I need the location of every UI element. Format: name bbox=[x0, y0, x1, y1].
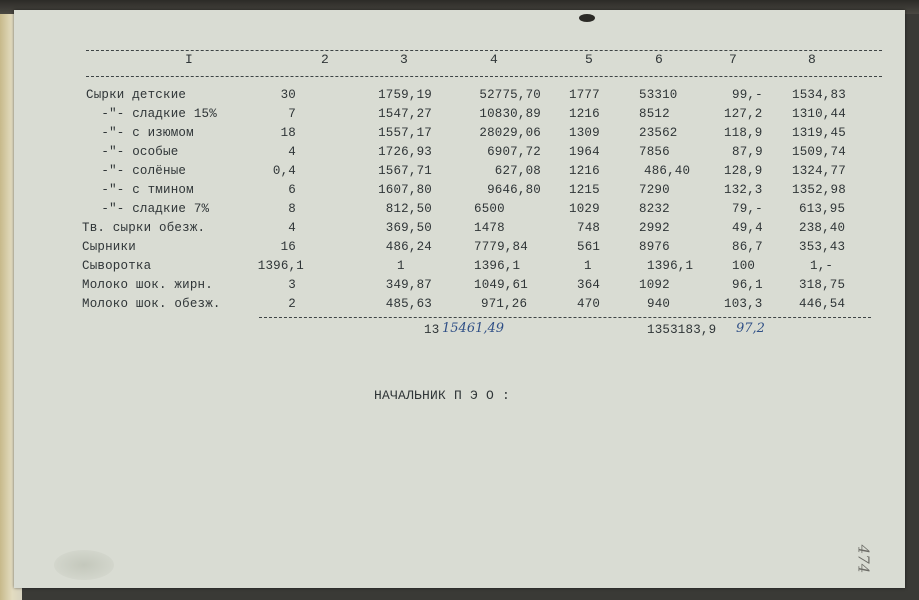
cell-col6: 7290 bbox=[639, 183, 670, 197]
cell-col8: 318,75 bbox=[799, 278, 846, 292]
row-name: Сырки детские bbox=[86, 88, 187, 102]
cell-col8: 1352,98 bbox=[792, 183, 846, 197]
document-sheet bbox=[14, 10, 905, 588]
cell-col3: 1567,71 bbox=[378, 164, 432, 178]
cell-col8: 446,54 bbox=[799, 297, 846, 311]
cell-col2: 0,4 bbox=[272, 164, 296, 178]
row-name: -"- особые bbox=[86, 145, 179, 159]
cell-col3: 486,24 bbox=[385, 240, 432, 254]
cell-col3: 1607,80 bbox=[378, 183, 432, 197]
row-name: Сыворотка bbox=[82, 259, 152, 273]
cell-col6: 1092 bbox=[639, 278, 670, 292]
cell-col4: 28029,06 bbox=[479, 126, 541, 140]
column-header-5: 5 bbox=[584, 52, 593, 67]
cell-col2: 16 bbox=[280, 240, 296, 254]
row-name: Тв. сырки обезж. bbox=[82, 221, 206, 235]
cell-col4: 971,26 bbox=[481, 297, 528, 311]
cell-col2: 8 bbox=[288, 202, 296, 216]
cell-col3: 1547,27 bbox=[378, 107, 432, 121]
margin-page-number: 474 bbox=[854, 544, 873, 574]
total-col7-handwritten: 97,2 bbox=[736, 321, 765, 336]
cell-col4: 1049,61 bbox=[474, 278, 528, 292]
cell-col7: 118,9 bbox=[724, 126, 763, 140]
cell-col2: 2 bbox=[288, 297, 296, 311]
cell-col4: 627,08 bbox=[494, 164, 541, 178]
cell-col2: 7 bbox=[288, 107, 296, 121]
cell-col6: 2992 bbox=[639, 221, 670, 235]
cell-col8: 1324,77 bbox=[792, 164, 846, 178]
cell-col3: 1 bbox=[397, 259, 405, 273]
column-header-3: 3 bbox=[399, 52, 408, 67]
cell-col6: 53310 bbox=[639, 88, 678, 102]
cell-col5: 1964 bbox=[569, 145, 600, 159]
cell-col6: 940 bbox=[647, 297, 671, 311]
column-header-8: 8 bbox=[807, 52, 816, 67]
cell-col3: 1557,17 bbox=[378, 126, 432, 140]
cell-col7: 96,1 bbox=[732, 278, 763, 292]
cell-col6: 8976 bbox=[639, 240, 670, 254]
cell-col7: 103,3 bbox=[724, 297, 763, 311]
cell-col7: 127,2 bbox=[724, 107, 763, 121]
cell-col8: 1534,83 bbox=[792, 88, 846, 102]
cell-col6: 23562 bbox=[639, 126, 678, 140]
cell-col7: 99,- bbox=[732, 88, 763, 102]
cell-col3: 812,50 bbox=[385, 202, 432, 216]
cell-col4: 6907,72 bbox=[487, 145, 541, 159]
cell-col3: 369,50 bbox=[385, 221, 432, 235]
row-name: Молоко шок. обезж. bbox=[82, 297, 221, 311]
cell-col7: 79,- bbox=[732, 202, 763, 216]
cell-col2: 30 bbox=[280, 88, 296, 102]
row-name: -"- с изюмом bbox=[86, 126, 194, 140]
cell-col5: 1215 bbox=[569, 183, 600, 197]
cell-col6: 7856 bbox=[639, 145, 670, 159]
cell-col8: 1319,45 bbox=[792, 126, 846, 140]
header-dashed-rule bbox=[86, 76, 882, 77]
cell-col4: 10830,89 bbox=[479, 107, 541, 121]
row-name: -"- сладкие 7% bbox=[86, 202, 210, 216]
cell-col8: 1,- bbox=[810, 259, 834, 273]
total-col4-handwritten: 15461,49 bbox=[442, 321, 505, 336]
paper-stain bbox=[54, 550, 114, 580]
cell-col5: 1216 bbox=[569, 164, 600, 178]
cell-col5: 1 bbox=[584, 259, 592, 273]
cell-col5: 1309 bbox=[569, 126, 600, 140]
cell-col8: 1509,74 bbox=[792, 145, 846, 159]
column-header-7: 7 bbox=[728, 52, 737, 67]
cell-col3: 485,63 bbox=[385, 297, 432, 311]
punch-hole bbox=[579, 14, 595, 22]
cell-col7: 86,7 bbox=[732, 240, 763, 254]
total-col6-typed: 1353183,9 bbox=[647, 323, 717, 337]
cell-col3: 1726,93 bbox=[378, 145, 432, 159]
cell-col7: 100 bbox=[732, 259, 756, 273]
cell-col7: 87,9 bbox=[732, 145, 763, 159]
cell-col8: 613,95 bbox=[799, 202, 846, 216]
cell-col6: 8512 bbox=[639, 107, 670, 121]
column-header-6: 6 bbox=[654, 52, 663, 67]
totals-dashed-rule bbox=[259, 317, 871, 318]
column-header-1: I bbox=[184, 52, 193, 67]
row-name: Сырники bbox=[82, 240, 136, 254]
cell-col5: 748 bbox=[577, 221, 601, 235]
column-header-4: 4 bbox=[489, 52, 498, 67]
cell-col3: 1759,19 bbox=[378, 88, 432, 102]
cell-col2: 1396,1 bbox=[257, 259, 304, 273]
total-col4-typed: 13 bbox=[424, 323, 440, 337]
cell-col6: 486,40 bbox=[644, 164, 691, 178]
cell-col2: 4 bbox=[288, 221, 296, 235]
cell-col5: 1777 bbox=[569, 88, 600, 102]
row-name: Молоко шок. жирн. bbox=[82, 278, 213, 292]
cell-col7: 49,4 bbox=[732, 221, 763, 235]
row-name: -"- солёные bbox=[86, 164, 187, 178]
cell-col2: 18 bbox=[280, 126, 296, 140]
cell-col3: 349,87 bbox=[385, 278, 432, 292]
cell-col6: 1396,1 bbox=[647, 259, 694, 273]
row-name: -"- сладкие 15% bbox=[86, 107, 217, 121]
cell-col7: 132,3 bbox=[724, 183, 763, 197]
cell-col5: 1029 bbox=[569, 202, 600, 216]
cell-col5: 470 bbox=[577, 297, 601, 311]
cell-col2: 6 bbox=[288, 183, 296, 197]
cell-col6: 8232 bbox=[639, 202, 670, 216]
cell-col4: 1478 bbox=[474, 221, 505, 235]
row-name: -"- с тмином bbox=[86, 183, 194, 197]
cell-col7: 128,9 bbox=[724, 164, 763, 178]
cell-col2: 4 bbox=[288, 145, 296, 159]
signature-label: НАЧАЛЬНИК П Э О : bbox=[374, 388, 511, 403]
cell-col5: 364 bbox=[577, 278, 601, 292]
cell-col8: 1310,44 bbox=[792, 107, 846, 121]
column-header-2: 2 bbox=[320, 52, 329, 67]
cell-col5: 561 bbox=[577, 240, 601, 254]
cell-col8: 238,40 bbox=[799, 221, 846, 235]
cell-col4: 7779,84 bbox=[474, 240, 528, 254]
cell-col4: 9646,80 bbox=[487, 183, 541, 197]
cell-col2: 3 bbox=[288, 278, 296, 292]
top-dashed-rule bbox=[86, 50, 882, 51]
cell-col4: 52775,70 bbox=[479, 88, 541, 102]
cell-col5: 1216 bbox=[569, 107, 600, 121]
cell-col4: 1396,1 bbox=[474, 259, 521, 273]
cell-col8: 353,43 bbox=[799, 240, 846, 254]
cell-col4: 6500 bbox=[474, 202, 505, 216]
